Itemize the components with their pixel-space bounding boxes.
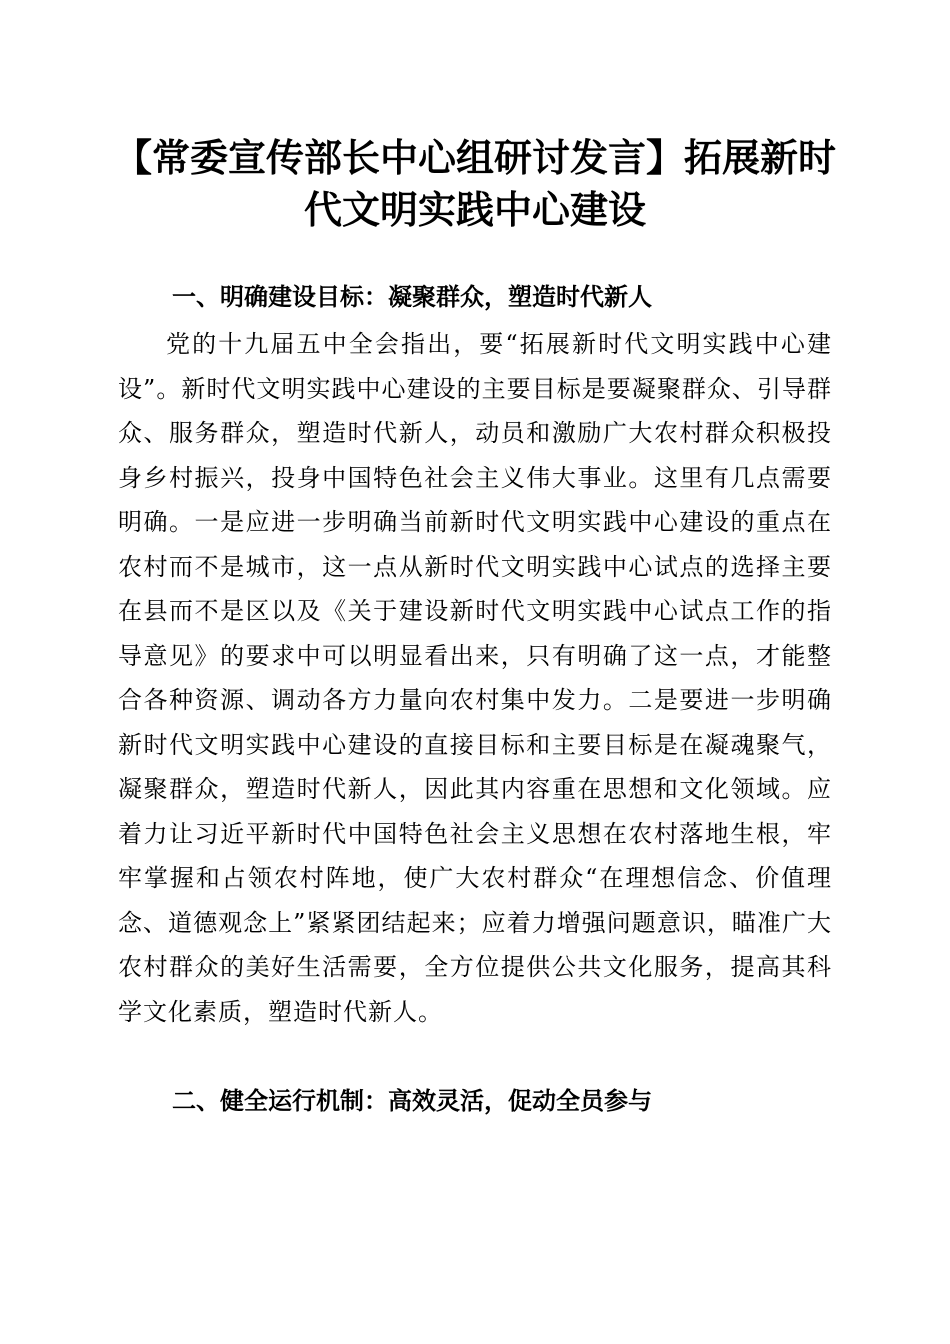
section-heading-2: 二、健全运行机制：高效灵活，促动全员参与 <box>172 1087 652 1115</box>
section-1-paragraph: 党的十九届五中全会指出，要“拓展新时代文明实践中心建设”。新时代文明实践中心建设的主要目标是要凝聚群众、引导群众、服务群众，塑造时代新人，动员和激励广大农村群众积极投身乡村振兴，投身中国特色社会主义伟大事业。这里有几点需要明确。一是应进一步明确当前新时代文明实践中心建设的重点在农村而不是城市，这一点从新时代文明实践中心试点的选择主要在县而不是区以及《关于建设新时代文明实践中心试点工作的指导意见》的要求中可以明显看出来，只有明确了这一点，才能整合各种资源、调动各方力量向农村集中发力。二是要进一步明确新时代文明实践中心建设的直接目标和主要目标是在凝魂聚气，凝聚群众，塑造时代新人，因此其内容重在思想和文化领域。应着力让习近平新时代中国特色社会主义思想在农村落地生根，牢牢掌握和占领农村阵地，使广大农村群众“在理想信念、价值理念、道德观念上”紧紧团结起来；应着力增强问题意识，瞄准广大农村群众的美好生活需要，全方位提供公共文化服务，提高其科学文化素质，塑造时代新人。 <box>118 330 832 1026</box>
document-title: 【常委宣传部长中心组研讨发言】拓展新时代文明实践中心建设 <box>113 135 836 232</box>
section-heading-1: 一、明确建设目标：凝聚群众，塑造时代新人 <box>172 283 652 311</box>
